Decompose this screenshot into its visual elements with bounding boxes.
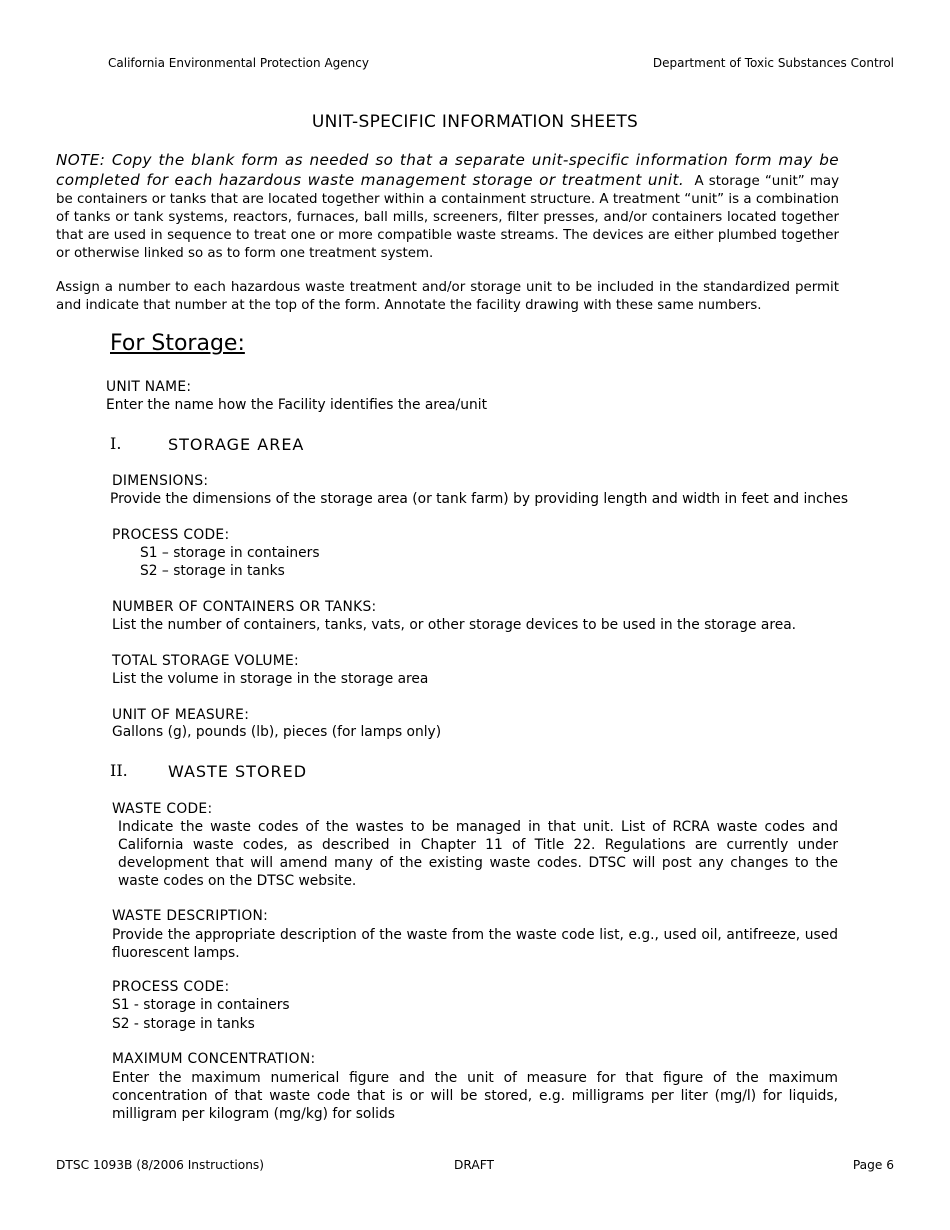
waste-description-label: WASTE DESCRIPTION: (112, 908, 269, 924)
waste-code-text: Indicate the waste codes of the wastes to be managed in that unit. List of RCRA waste codes and California waste codes, as described in Chapter 11 of Title 22. Regulations are currently under development that will amend many of the existing waste codes. DTSC will post any changes to the waste codes on the DTSC website. (118, 819, 838, 889)
note-body: A storage “unit” may be containers or tanks that are located together within a containment structure. A treatment “unit” is a combination of tanks or tank systems, reactors, furnaces, ball mills, screeners, filter presses, and/or containers located together that are used in sequence to treat one or more compatible waste streams. The devices are either plumbed together or otherwise linked so as to form one treatment system. (56, 174, 840, 261)
section-2-title: WASTE STORED (168, 762, 308, 781)
process-code-label: PROCESS CODE: (112, 527, 230, 543)
intro-assign-paragraph: Assign a number to each hazardous waste treatment and/or storage unit to be included in the standardized permit and indicate that number at the top of the form. Annotate the facility drawing with these same numbers. (56, 280, 839, 313)
page-title: UNIT-SPECIFIC INFORMATION SHEETS (311, 112, 639, 132)
footer-draft: DRAFT (454, 1158, 494, 1172)
dimensions-text: Provide the dimensions of the storage area (or tank farm) by providing length and width in feet and inches (110, 491, 849, 507)
footer-page-number: Page 6 (852, 1158, 894, 1172)
waste-code-label: WASTE CODE: (112, 801, 213, 817)
measure-text: Gallons (g), pounds (lb), pieces (for lamps only) (112, 724, 442, 740)
volume-text: List the volume in storage in the storage area (112, 671, 429, 687)
process-code-2-item: S2 - storage in tanks (112, 1016, 255, 1032)
max-concentration-text: Enter the maximum numerical figure and the unit of measure for that figure of the maximum concentration of that waste code that is or will be stored, e.g. milligrams per liter (mg/l) for liquids, milligram per kilogram (mg/kg) for solids (112, 1070, 838, 1122)
section-2-number: II. (110, 761, 128, 780)
header-department: Department of Toxic Substances Control (652, 56, 894, 70)
process-code-2-label: PROCESS CODE: (112, 979, 230, 995)
measure-label: UNIT OF MEASURE: (112, 707, 250, 723)
containers-text: List the number of containers, tanks, vats, or other storage devices to be used in the storage area. (112, 617, 797, 633)
unit-name-label: UNIT NAME: (106, 379, 192, 395)
header-agency: California Environmental Protection Agency (108, 56, 369, 70)
volume-label: TOTAL STORAGE VOLUME: (112, 653, 299, 669)
dimensions-label: DIMENSIONS: (112, 473, 209, 489)
footer-form-id: DTSC 1093B (8/2006 Instructions) (56, 1158, 265, 1172)
section-1-title: STORAGE AREA (168, 435, 305, 454)
intro-note-paragraph (56, 151, 839, 263)
process-code-2-item: S1 - storage in containers (112, 997, 290, 1013)
storage-heading: For Storage: (110, 331, 245, 356)
process-code-item: S1 – storage in containers (140, 545, 320, 561)
note-italic: NOTE: Copy the blank form as needed so that a separate unit-specific information form may be completed for each hazardous waste management storage or treatment unit. (56, 151, 839, 189)
containers-label: NUMBER OF CONTAINERS OR TANKS: (112, 599, 377, 615)
waste-description-text: Provide the appropriate description of the waste from the waste code list, e.g., used oil, antifreeze, used fluorescent lamps. (112, 927, 838, 961)
unit-name-text: Enter the name how the Facility identifies the area/unit (106, 397, 488, 413)
process-code-item: S2 – storage in tanks (140, 563, 285, 579)
section-1-number: I. (110, 434, 122, 453)
max-concentration-label: MAXIMUM CONCENTRATION: (112, 1051, 316, 1067)
